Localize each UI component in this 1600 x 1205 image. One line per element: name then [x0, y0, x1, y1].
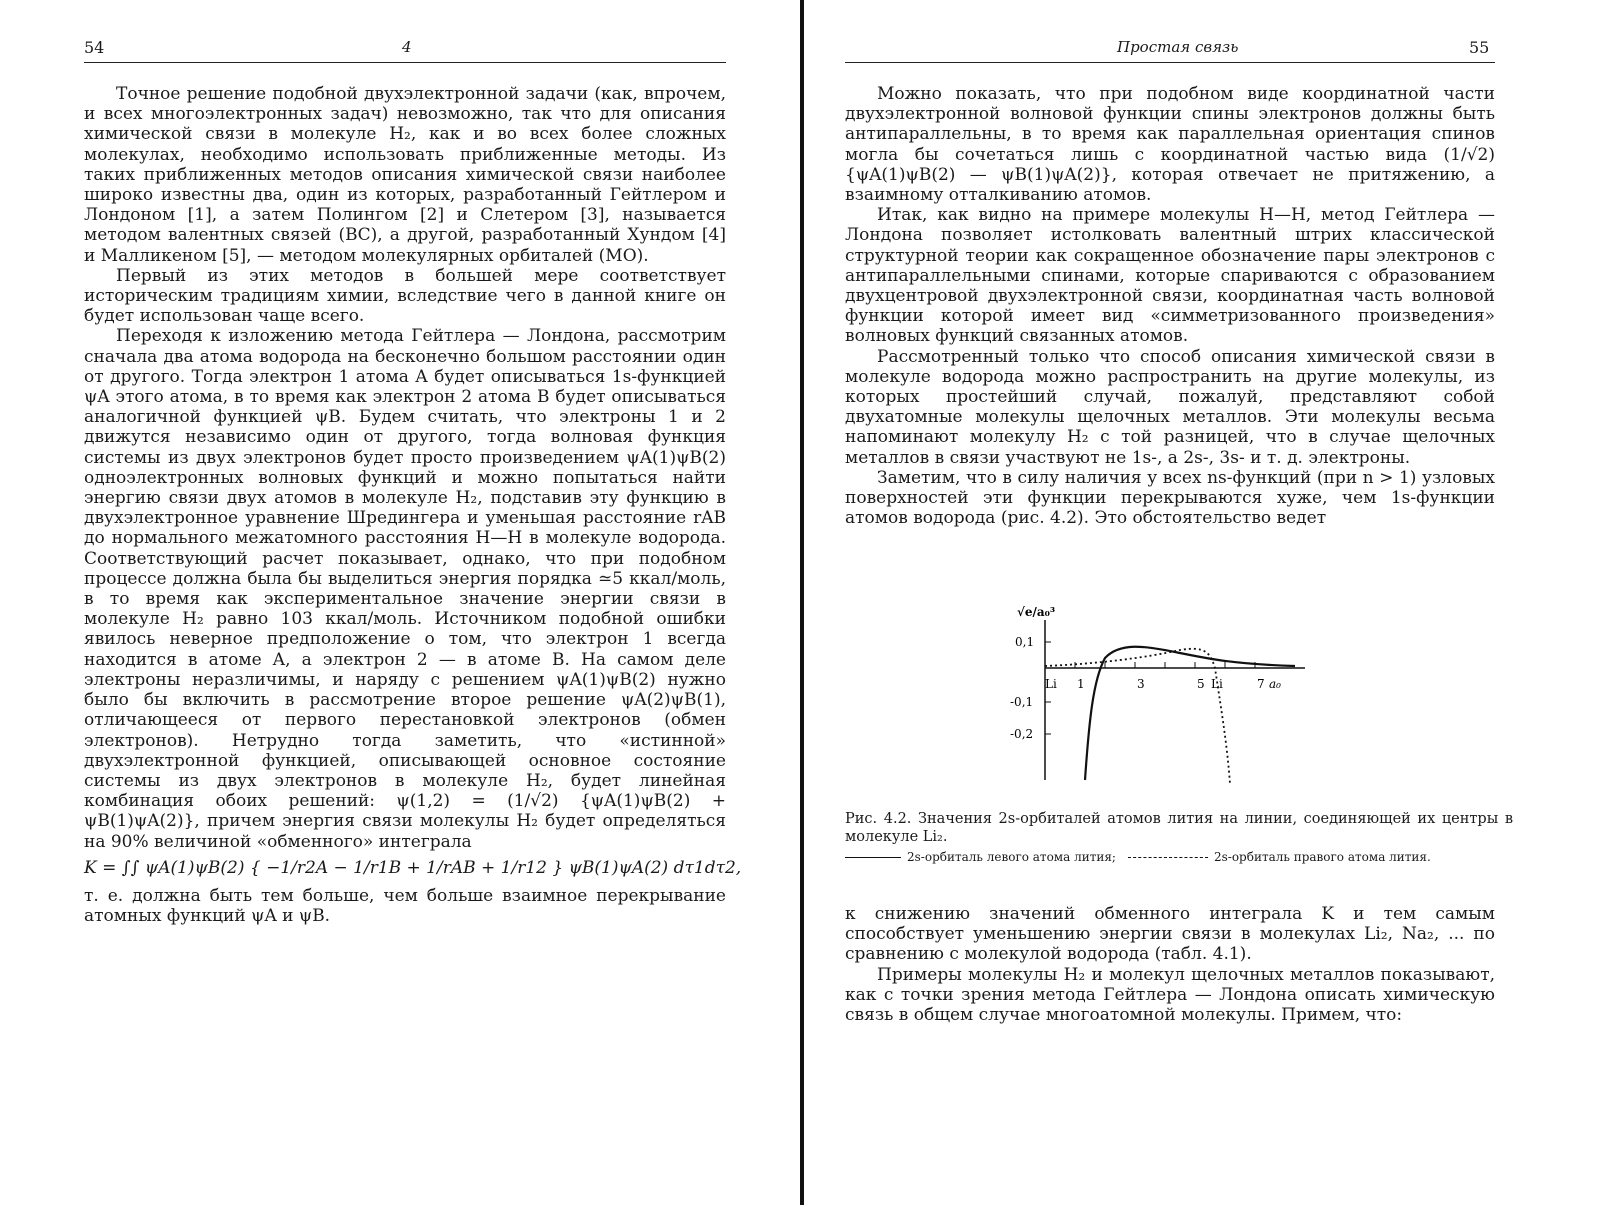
- paragraph: Заметим, что в силу наличия у всех ns-функций (при n > 1) узловых поверхностей эти функции перекрываются хуже, чем 1s-функции атомов водорода (рис. 4.2). Это обстоятельство ведет: [845, 467, 1495, 529]
- solid-line-sample: [845, 857, 901, 858]
- x-tick-label: 7: [1257, 677, 1265, 691]
- dashed-line-sample: [1128, 857, 1208, 858]
- x-tick-label: 1: [1077, 677, 1085, 691]
- paragraph: Переходя к изложению метода Гейтлера — Лондона, рассмотрим сначала два атома водорода на бесконечно большом расстоянии один от другого. Тогда электрон 1 атома A будет описываться 1s-функцией ψA этого атома, в то время как электрон 2 атома B будет описываться аналогичной функцией ψB. Будем считать, что электроны 1 и 2 движутся независимо один от другого, тогда волновая функция системы из двух электронов будет просто произведением ψA(1)ψB(2) одноэлектронных волновых функций и можно попытаться найти энергию связи двух атомов в молекуле H₂, подставив эту функцию в двухэлектронное уравнение Шредингера и уменьшая расстояние rAB до нормального межатомного расстояния H—H в молекуле водорода. Соответствующий расчет показывает, однако, что при подобном процессе должна была бы выделиться энергия порядка ≃5 ккал/моль, в то время как экспериментальное значение энергии связи в молекуле H₂ равно 103 ккал/моль. Источником подобной ошибки явилось неверное предположение о том, что электрон 1 всегда находится в атоме A, а электрон 2 — в атоме B. На самом деле электроны неразличимы, и наряду с решением ψA(1)ψB(2) нужно было бы включить в рассмотрение второе решение ψA(2)ψB(1), отличающееся от первого перестановкой электронов (обмен электронов). Нетрудно тогда заметить, что «истинной» двухэлектронной функцией, описывающей основное состояние системы из двух электронов в молекуле H₂, будет линейная комбинация обоих решений: ψ(1,2) = (1/√2) {ψA(1)ψB(2) + ψB(1)ψA(2)}, причем энергия связи молекулы H₂ будет определяться на 90% величиной «обменного» интеграла: [84, 326, 726, 852]
- paragraph: Рассмотренный только что способ описания химической связи в молекуле водорода можно распространить на другие молекулы, из которых простейший случай, пожалуй, представляют собой двухатомные молекулы щелочных металлов. Эти молекулы весьма напоминают молекулу H₂ с той разницей, что в случае щелочных металлов в связи участвуют не 1s-, а 2s-, 3s- и т. д. электроны.: [845, 346, 1495, 468]
- running-head: 4: [402, 38, 412, 56]
- paragraph: к снижению значений обменного интеграла K и тем самым способствует уменьшению энергии связи в молекулах Li₂, Na₂, ... по сравнению с молекулой водорода (табл. 4.1).: [845, 904, 1495, 965]
- legend-dashed-label: 2s-орбиталь правого атома лития.: [1213, 850, 1431, 864]
- atom-label: Li: [1211, 677, 1223, 691]
- figure-4-2: [1005, 602, 1315, 792]
- x-tick-label: 3: [1137, 677, 1145, 691]
- atom-label: Li: [1045, 677, 1057, 691]
- running-head: Простая связь: [1117, 38, 1239, 56]
- right-body-continued: [845, 904, 1495, 1025]
- figure-legend: [845, 850, 1513, 864]
- y-tick-label: -0,1: [1010, 695, 1034, 709]
- exchange-integral-formula: K = ∫∫ ψA(1)ψB(2) { −1/r2A − 1/r1B + 1/rAB + 1/r12 } ψB(1)ψA(2) dτ1dτ2,: [84, 857, 742, 878]
- dotted-orbital-curve: [1045, 649, 1230, 784]
- header-rule: [84, 62, 726, 63]
- solid-orbital-curve: [1085, 647, 1295, 780]
- right-body: [845, 84, 1495, 528]
- header-rule: [845, 62, 1495, 63]
- y-tick-label: 0,1: [1015, 635, 1035, 649]
- paragraph: Первый из этих методов в большей мере соответствует историческим традициям химии, вследствие чего в данной книге он будет использован чаще всего.: [84, 265, 726, 327]
- x-tick-label: 5: [1197, 677, 1205, 691]
- x-unit-label: a₀: [1269, 677, 1281, 691]
- y-axis-label: √e/a₀³: [1017, 605, 1056, 619]
- page-number: 54: [84, 38, 105, 57]
- left-body: [84, 84, 742, 927]
- paragraph: Точное решение подобной двухэлектронной задачи (как, впрочем, и всех многоэлектронных задач) невозможно, так что для описания химической связи в молекуле H₂, как и во всех более сложных молекулах, необходимо использовать приближенные методы. Из таких приближенных методов описания химической связи наиболее широко известны два, один из которых, разработанный Гейтлером и Лондоном [1], а затем Полингом [2] и Слетером [3], называется методом валентных связей (ВС), а другой, разработанный Хундом [4] и Малликеном [5], — методом молекулярных орбиталей (МО).: [84, 84, 726, 266]
- y-tick-label: -0,2: [1010, 727, 1034, 741]
- right-page: [805, 0, 1600, 1205]
- figure-caption: Рис. 4.2. Значения 2s-орбиталей атомов лития на линии, соединяющей их центры в молекуле Li₂.: [845, 811, 1513, 845]
- page-number: 55: [1469, 38, 1490, 57]
- paragraph: т. е. должна быть тем больше, чем больше взаимное перекрывание атомных функций ψA и ψB.: [84, 885, 726, 927]
- page-gutter: [800, 0, 804, 1205]
- paragraph: Можно показать, что при подобном виде координатной части двухэлектронной волновой функции спины электронов должны быть антипараллельны, в то время как параллельная ориентация спинов могла бы сочетаться лишь с координатной частью вида (1/√2) {ψA(1)ψB(2) — ψB(1)ψA(2)}, которая отвечает не притяжению, а взаимному отталкиванию атомов.: [845, 84, 1495, 206]
- legend-solid-label: 2s-орбиталь левого атома лития;: [907, 850, 1116, 864]
- paragraph: Итак, как видно на примере молекулы H—H, метод Гейтлера — Лондона позволяет истолковать валентный штрих классической структурной теории как сокращенное обозначение пары электронов с антипараллельными спинами, которые спариваются с образованием двухцентровой двухэлектронной связи, координатная часть волновой функции которой имеет вид «симметризованного произведения» волновых функций связанных атомов.: [845, 205, 1495, 347]
- paragraph: Примеры молекулы H₂ и молекул щелочных металлов показывают, как с точки зрения метода Гейтлера — Лондона описать химическую связь в общем случае многоатомной молекулы. Примем, что:: [845, 964, 1495, 1026]
- orbital-plot: [1005, 602, 1315, 792]
